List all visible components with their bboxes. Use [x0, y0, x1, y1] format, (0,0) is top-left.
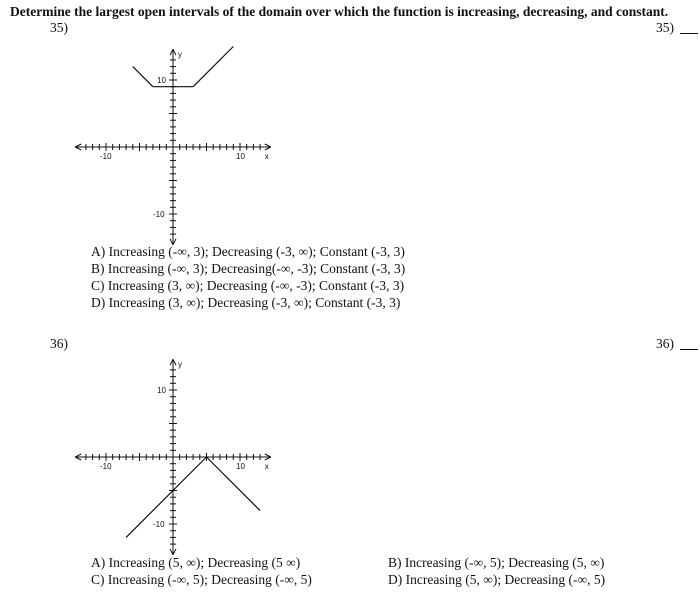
choice-letter: A) — [91, 244, 106, 259]
x-axis-label: x — [264, 152, 269, 161]
choice-text: Increasing (3, ∞); Decreasing (-∞, -3); Constant (-3, 3) — [107, 278, 405, 293]
choice-text: Increasing (-∞, 5); Decreasing (5, ∞) — [404, 555, 605, 570]
choice-text: Increasing (3, ∞); Decreasing (-3, ∞); Constant (-3, 3) — [108, 295, 401, 310]
x-axis-label: x — [264, 462, 269, 471]
choice-text: Increasing (-∞, 5); Decreasing (-∞, 5) — [107, 572, 312, 587]
choice-c[interactable] — [91, 572, 312, 588]
choice-letter: D) — [91, 295, 106, 310]
y-axis-label: y — [178, 360, 182, 370]
choice-letter: B) — [388, 555, 402, 570]
x-tick-label-pos: 10 — [236, 462, 245, 471]
choice-b[interactable] — [388, 555, 604, 571]
x-tick-label-neg: -10 — [100, 462, 112, 471]
x-tick-label-neg: -10 — [100, 152, 112, 161]
function-segment — [126, 457, 206, 537]
y-axis-label: y — [178, 50, 182, 60]
x-tick-label-pos: 10 — [236, 152, 245, 161]
y-tick-label-neg: -10 — [153, 520, 165, 529]
choice-letter: B) — [91, 261, 105, 276]
question-number: 36) — [50, 336, 68, 351]
choice-letter: A) — [91, 555, 106, 570]
choice-text: Increasing (-∞, 3); Decreasing(-∞, -3); Constant (-3, 3) — [107, 261, 406, 276]
choice-letter: D) — [388, 572, 403, 587]
answer-number: 35) — [656, 20, 674, 35]
instruction-text: Determine the largest open intervals of the domain over which the function is increasing, decreasing, and constant. — [10, 4, 669, 19]
choice-text: Increasing (-∞, 3); Decreasing (-3, ∞); Constant (-3, 3) — [108, 244, 405, 259]
choice-a[interactable] — [91, 555, 300, 571]
y-tick-label-pos: 10 — [157, 76, 166, 85]
choice-text: Increasing (5, ∞); Decreasing (5 ∞) — [108, 555, 301, 570]
choice-letter: C) — [91, 278, 105, 293]
choice-text: Increasing (5, ∞); Decreasing (-∞, 5) — [405, 572, 606, 587]
choice-letter: C) — [91, 572, 105, 587]
y-tick-label-pos: 10 — [157, 386, 166, 395]
question-number: 35) — [50, 20, 68, 35]
y-tick-label-neg: -10 — [153, 210, 165, 219]
choice-d[interactable] — [388, 572, 605, 588]
answer-number: 36) — [656, 336, 674, 351]
function-segment — [207, 457, 261, 511]
